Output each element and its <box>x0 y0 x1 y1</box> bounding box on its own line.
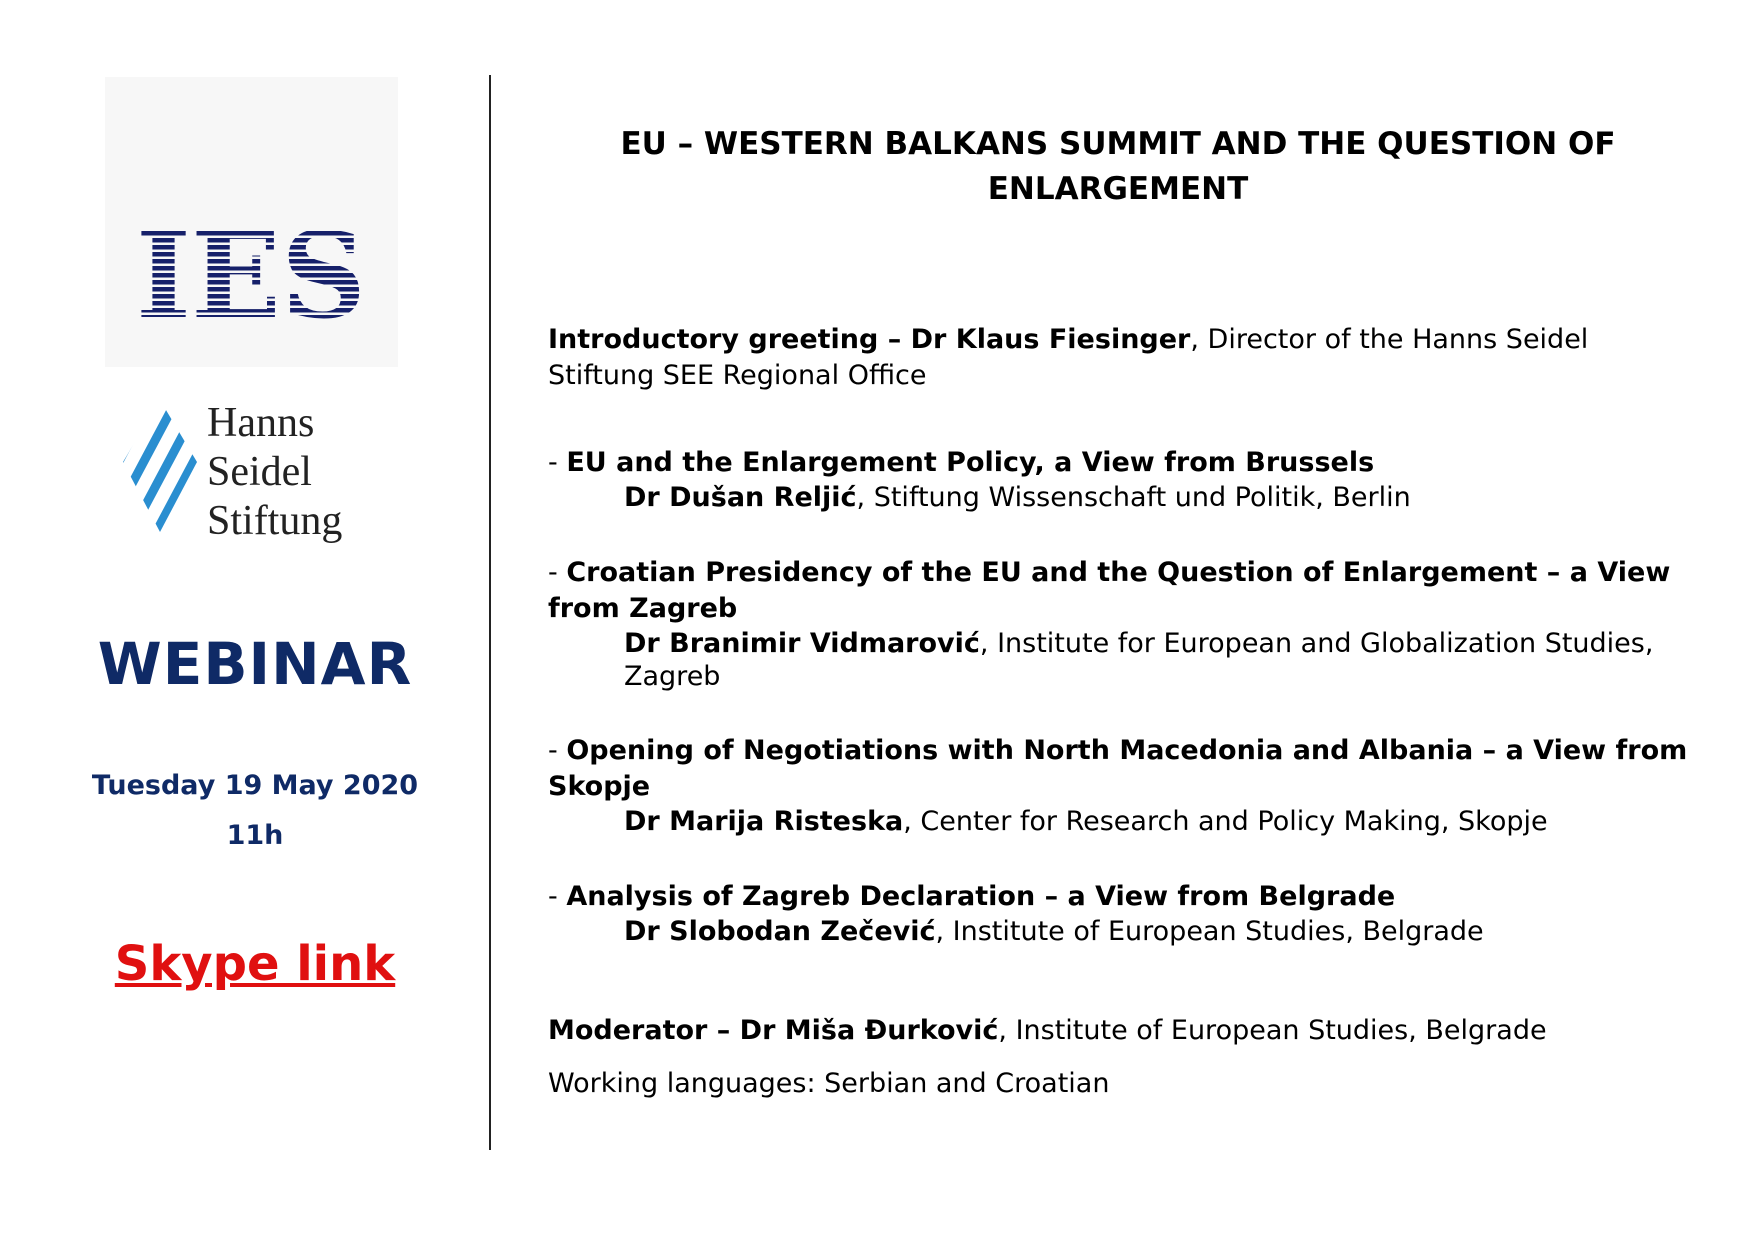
session-affiliation: , Stiftung Wissenschaft und Politik, Berlin <box>856 482 1411 513</box>
hss-diamond-icon <box>115 392 405 552</box>
ies-logo-image <box>105 77 398 367</box>
session-affiliation: , Institute of European Studies, Belgrade <box>935 916 1484 947</box>
moderator-label: Moderator – Dr Miša Đurković <box>548 1015 999 1046</box>
session-dash: - <box>548 735 567 766</box>
intro-block <box>548 322 1688 394</box>
skype-link[interactable]: Skype link <box>114 936 396 992</box>
intro-label: Introductory greeting – Dr Klaus Fiesinger <box>548 324 1191 355</box>
session-speaker: Dr Branimir Vidmarović <box>624 628 980 659</box>
intro-text: , Director of the Hanns Seidel Stiftung SEE Regional Office <box>548 324 1589 391</box>
webinar-heading: WEBINAR <box>97 630 413 698</box>
moderator-block <box>548 1013 1688 1049</box>
event-date: Tuesday 19 May 2020 <box>91 770 419 801</box>
session-item <box>548 555 1688 693</box>
session-topic: Opening of Negotiations with North Macedonia and Albania – a View from Skopje <box>548 735 1688 802</box>
session-speaker: Dr Slobodan Zečević <box>624 916 936 947</box>
session-item <box>548 879 1688 948</box>
session-item <box>548 445 1688 514</box>
session-speaker: Dr Dušan Reljić <box>624 482 857 513</box>
hss-logo-line1: Hanns <box>207 400 315 446</box>
working-languages: Working languages: Serbian and Croatian <box>548 1068 1110 1099</box>
ies-logo-text: IES <box>135 206 367 345</box>
session-dash: - <box>548 447 567 478</box>
session-speaker: Dr Marija Risteska <box>624 806 904 837</box>
session-topic: Analysis of Zagreb Declaration – a View from Belgrade <box>566 881 1396 912</box>
session-dash: - <box>548 881 567 912</box>
hanns-seidel-stiftung-logo <box>115 392 405 552</box>
left-column <box>0 0 490 1241</box>
session-affiliation: , Institute for European and Globalization Studies, Zagreb <box>624 628 1654 692</box>
session-topic: Croatian Presidency of the EU and the Question of Enlargement – a View from Zagreb <box>548 557 1671 624</box>
session-affiliation: , Center for Research and Policy Making, Skopje <box>903 806 1548 837</box>
hss-logo-line3: Stiftung <box>207 498 343 544</box>
session-item <box>548 733 1688 838</box>
session-topic: EU and the Enlargement Policy, a View from Brussels <box>566 447 1375 478</box>
session-dash: - <box>548 557 567 588</box>
vertical-divider <box>489 75 491 1150</box>
moderator-text: , Institute of European Studies, Belgrade <box>998 1015 1547 1046</box>
ies-logo <box>105 77 398 367</box>
event-title: EU – WESTERN BALKANS SUMMIT AND THE QUESTION OF ENLARGEMENT <box>620 126 1616 207</box>
event-time: 11h <box>226 820 284 851</box>
hss-logo-line2: Seidel <box>207 449 312 495</box>
